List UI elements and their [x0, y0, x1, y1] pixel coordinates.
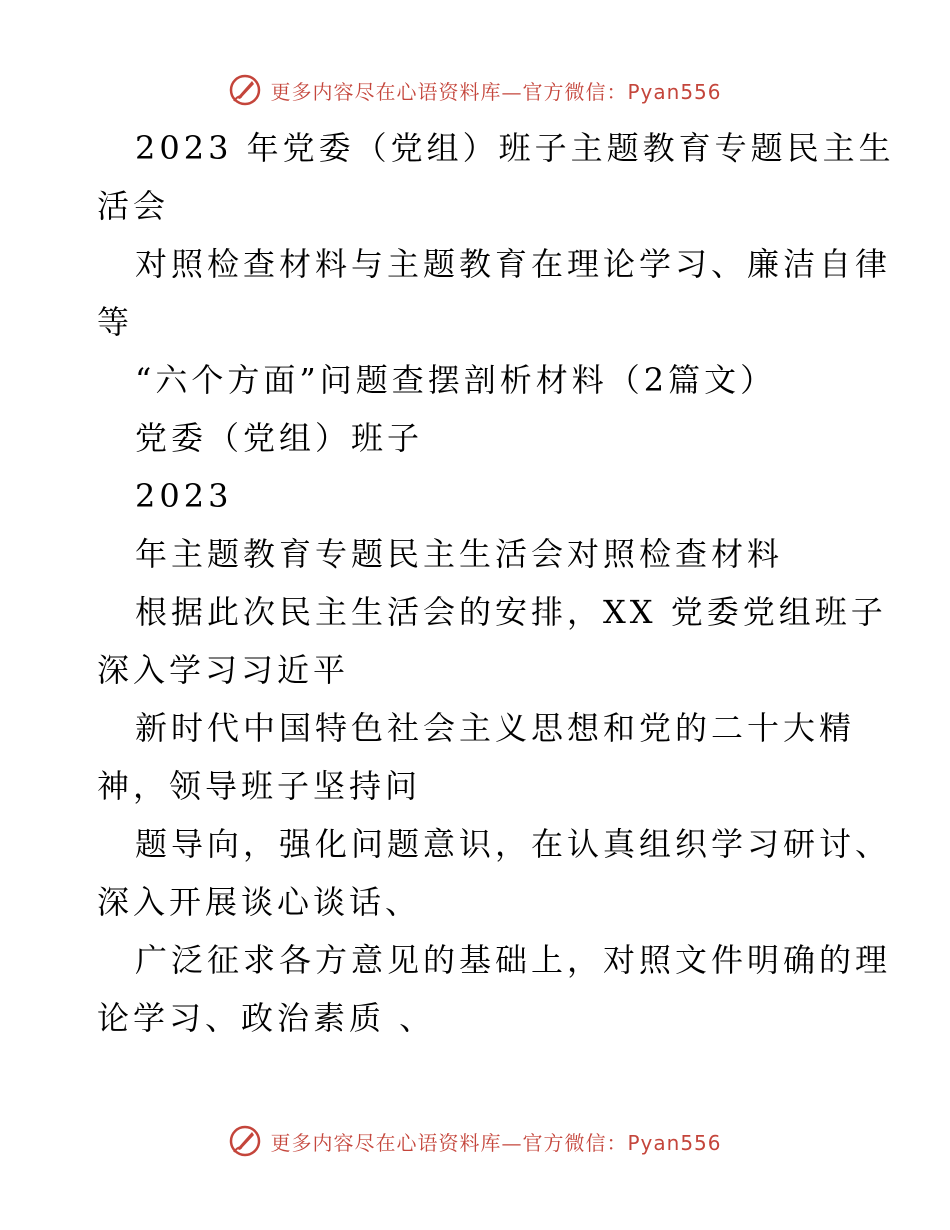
watermark-text: 更多内容尽在心语资料库—官方微信：Pyan556 — [270, 1130, 722, 1155]
title-line-2: 活会 — [97, 187, 170, 225]
subtitle-line-3: “六个方面”问题查摆剖析材料（2篇文） — [135, 361, 777, 399]
paragraph-line: 神，领导班子坚持问 — [97, 767, 422, 805]
section-heading: 党委（党组）班子 — [135, 419, 424, 457]
paragraph-line: 论学习、政治素质 、 — [97, 999, 436, 1037]
paragraph-line: 深入学习习近平 — [97, 651, 350, 689]
quill-pen-logo-icon — [228, 73, 262, 107]
section-title: 年主题教育专题民主生活会对照检查材料 — [135, 535, 784, 573]
footer-watermark — [0, 1121, 950, 1161]
title-line-1: 2023 年党委（党组）班子主题教育专题民主生 — [135, 129, 895, 167]
quill-pen-logo-icon — [228, 1124, 262, 1158]
section-year: 2023 — [135, 477, 233, 515]
paragraph-line: 新时代中国特色社会主义思想和党的二十大精 — [135, 709, 856, 747]
paragraph-line: 题导向，强化问题意识，在认真组织学习研讨、 — [135, 825, 892, 863]
subtitle-line-2: 等 — [97, 303, 134, 341]
header-watermark — [0, 70, 950, 110]
paragraph-line: 根据此次民主生活会的安排，XX 党委党组班子 — [135, 593, 887, 631]
watermark-text: 更多内容尽在心语资料库—官方微信：Pyan556 — [270, 79, 722, 104]
paragraph-line: 深入开展谈心谈话、 — [97, 883, 422, 921]
subtitle-line-1: 对照检查材料与主题教育在理论学习、廉洁自律 — [135, 245, 892, 283]
paragraph-line: 广泛征求各方意见的基础上，对照文件明确的理 — [135, 941, 892, 979]
